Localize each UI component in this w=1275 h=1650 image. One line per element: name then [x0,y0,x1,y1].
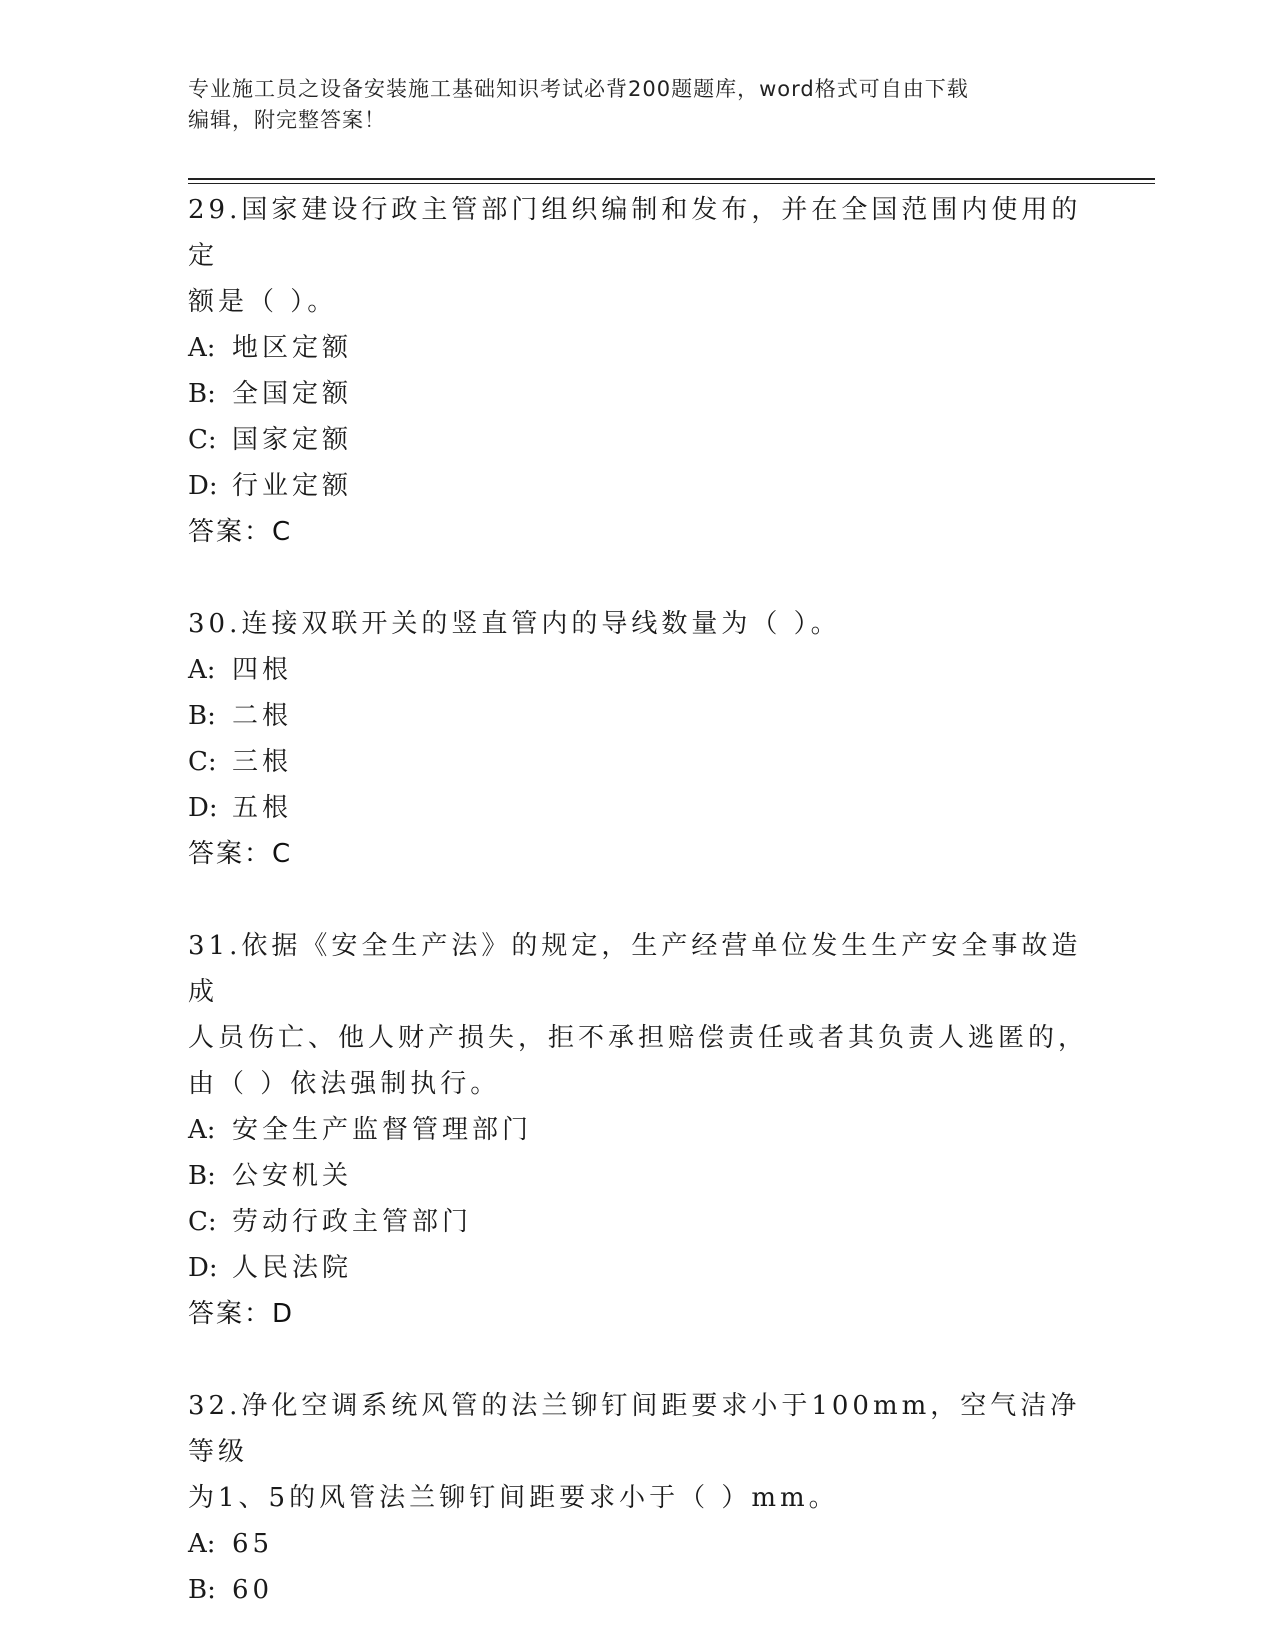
option-text: 地区定额 [232,333,353,363]
option-key: C: [188,747,217,777]
option-text: 安全生产监督管理部门 [232,1115,533,1145]
question-spacer [188,555,1088,601]
option-text: 公安机关 [232,1161,353,1191]
option-key: B: [188,1575,216,1605]
option-key: B: [188,1161,216,1191]
option-text: 五根 [232,793,293,823]
option-key: D: [188,793,218,823]
question-stem-line: 为1、5的风管法兰铆钉间距要求小于（ ）mm。 [188,1483,839,1513]
option-d [188,785,1088,831]
option-key: B: [188,379,216,409]
header-line-1: 专业施工员之设备安装施工基础知识考试必背200题题库，word格式可自由下载 [188,77,969,101]
option-a [188,1107,1088,1153]
option-text: 行业定额 [232,471,353,501]
question-30 [188,601,1088,877]
option-text: 全国定额 [232,379,353,409]
option-c [188,739,1088,785]
answer-line: 答案：D [188,1299,295,1329]
option-text: 三根 [232,747,293,777]
question-32 [188,1383,1088,1613]
option-text: 人民法院 [232,1253,353,1283]
question-stem-line: 31.依据《安全生产法》的规定，生产经营单位发生生产安全事故造成 [188,931,1082,1007]
question-spacer [188,1337,1088,1383]
option-key: D: [188,1253,218,1283]
option-text: 四根 [232,655,293,685]
option-key: B: [188,701,216,731]
question-stem-line: 32.净化空调系统风管的法兰铆钉间距要求小于100mm，空气洁净等级 [188,1391,1081,1467]
option-text: 60 [232,1575,274,1605]
option-text: 65 [232,1529,274,1559]
answer-line: 答案：C [188,517,293,547]
option-key: A: [188,655,216,685]
option-a [188,647,1088,693]
question-29 [188,187,1088,555]
option-c [188,417,1088,463]
question-list [188,187,1088,1613]
option-key: D: [188,471,218,501]
header-divider-thick [188,178,1155,180]
option-key: A: [188,333,216,363]
option-key: A: [188,1115,216,1145]
header-divider-thin [188,183,1155,184]
option-a [188,1521,1088,1567]
question-stem-line: 额是（ ）。 [188,287,338,317]
option-b [188,371,1088,417]
option-key: C: [188,1207,217,1237]
question-stem-line: 30.连接双联开关的竖直管内的导线数量为（ ）。 [188,609,841,639]
option-b [188,1567,1088,1613]
option-c [188,1199,1088,1245]
document-header [188,74,1068,136]
option-text: 国家定额 [232,425,353,455]
question-spacer [188,877,1088,923]
question-stem-line: 29.国家建设行政主管部门组织编制和发布，并在全国范围内使用的定 [188,195,1082,271]
question-stem-line: 人员伤亡、他人财产损失，拒不承担赔偿责任或者其负责人逃匿的， [188,1023,1089,1053]
option-key: A: [188,1529,216,1559]
option-b [188,1153,1088,1199]
option-key: C: [188,425,217,455]
question-31 [188,923,1088,1337]
option-d [188,463,1088,509]
option-d [188,1245,1088,1291]
option-a [188,325,1088,371]
answer-line: 答案：C [188,839,293,869]
header-line-2: 编辑，附完整答案！ [188,108,386,132]
option-text: 二根 [232,701,293,731]
option-b [188,693,1088,739]
question-stem-line: 由（ ）依法强制执行。 [188,1069,501,1099]
option-text: 劳动行政主管部门 [232,1207,473,1237]
